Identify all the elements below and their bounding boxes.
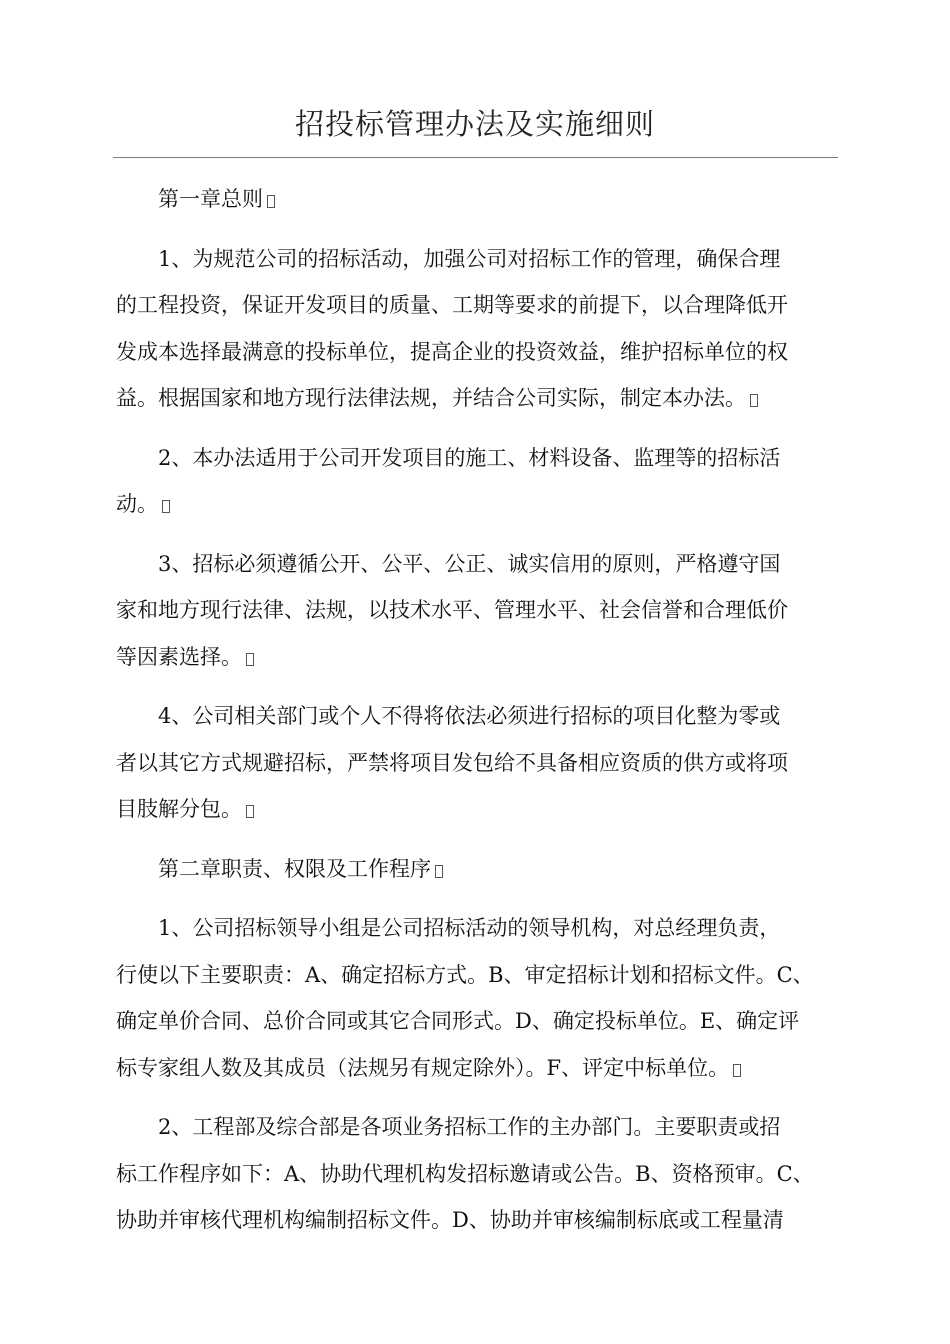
- paragraph-line: 4、公司相关部门或个人不得将依法必须进行招标的项目化整为零或: [158, 704, 781, 728]
- paragraph-line: 2、本办法适用于公司开发项目的施工、材料设备、监理等的招标活: [158, 445, 781, 470]
- paragraph-mark-icon: [162, 500, 170, 513]
- paragraph-line: 行使以下主要职责：A、确定招标方式。B、审定招标计划和招标文件。C、: [116, 962, 814, 987]
- paragraph-line: 1、为规范公司的招标活动，加强公司对招标工作的管理，确保合理: [158, 246, 781, 271]
- paragraph-mark-icon: [733, 1064, 741, 1077]
- paragraph: [116, 236, 838, 422]
- paragraph: [116, 693, 838, 833]
- paragraph-line: 2、工程部及综合部是各项业务招标工作的主办部门。主要职责或招: [158, 1115, 781, 1139]
- paragraph-mark-icon: [246, 805, 254, 818]
- paragraph-line: 第一章总则: [116, 176, 838, 223]
- paragraph-mark-icon: [267, 195, 275, 208]
- paragraph: [116, 541, 838, 681]
- paragraph-line: 确定单价合同、总价合同或其它合同形式。D、确定投标单位。E、确定评: [116, 1009, 800, 1033]
- paragraph-line: 协助并审核代理机构编制招标文件。D、协助并审核编制标底或工程量清: [116, 1208, 784, 1232]
- paragraph-line: 发成本选择最满意的投标单位，提高企业的投资效益，维护招标单位的权: [116, 339, 788, 364]
- paragraph-line: 1、公司招标领导小组是公司招标活动的领导机构，对总经理负责，: [158, 916, 781, 940]
- paragraph-line: 目肢解分包。: [116, 786, 838, 833]
- paragraph-line: 家和地方现行法律、法规，以技术水平、管理水平、社会信誉和合理低价: [116, 598, 788, 622]
- paragraph-line: 的工程投资，保证开发项目的质量、工期等要求的前提下，以合理降低开: [116, 293, 788, 317]
- document-body: [116, 176, 838, 1257]
- title-divider: [113, 157, 838, 158]
- paragraph-line: 标专家组人数及其成员（法规另有规定除外）。F、评定中标单位。: [116, 1045, 838, 1092]
- paragraph-line: 者以其它方式规避招标，严禁将项目发包给不具备相应资质的供方或将项: [116, 750, 788, 775]
- paragraph-line: 3、招标必须遵循公开、公平、公正、诚实信用的原则，严格遵守国: [158, 551, 781, 576]
- paragraph: [116, 905, 838, 1091]
- paragraph: [116, 846, 838, 893]
- paragraph-line: 标工作程序如下：A、协助代理机构发招标邀请或公告。B、资格预审。C、: [116, 1161, 814, 1186]
- paragraph-mark-icon: [246, 653, 254, 666]
- paragraph-line: 动。: [116, 481, 838, 528]
- document-title: 招投标管理办法及实施细则: [294, 107, 655, 141]
- paragraph: [116, 176, 838, 223]
- paragraph-mark-icon: [435, 865, 443, 878]
- paragraph-line: 第二章职责、权限及工作程序: [116, 846, 838, 893]
- paragraph-line: 益。根据国家和地方现行法律法规，并结合公司实际，制定本办法。: [116, 375, 838, 422]
- paragraph: [116, 1104, 838, 1244]
- paragraph-mark-icon: [750, 394, 758, 407]
- paragraph-line: 等因素选择。: [116, 634, 838, 681]
- paragraph: [116, 435, 838, 528]
